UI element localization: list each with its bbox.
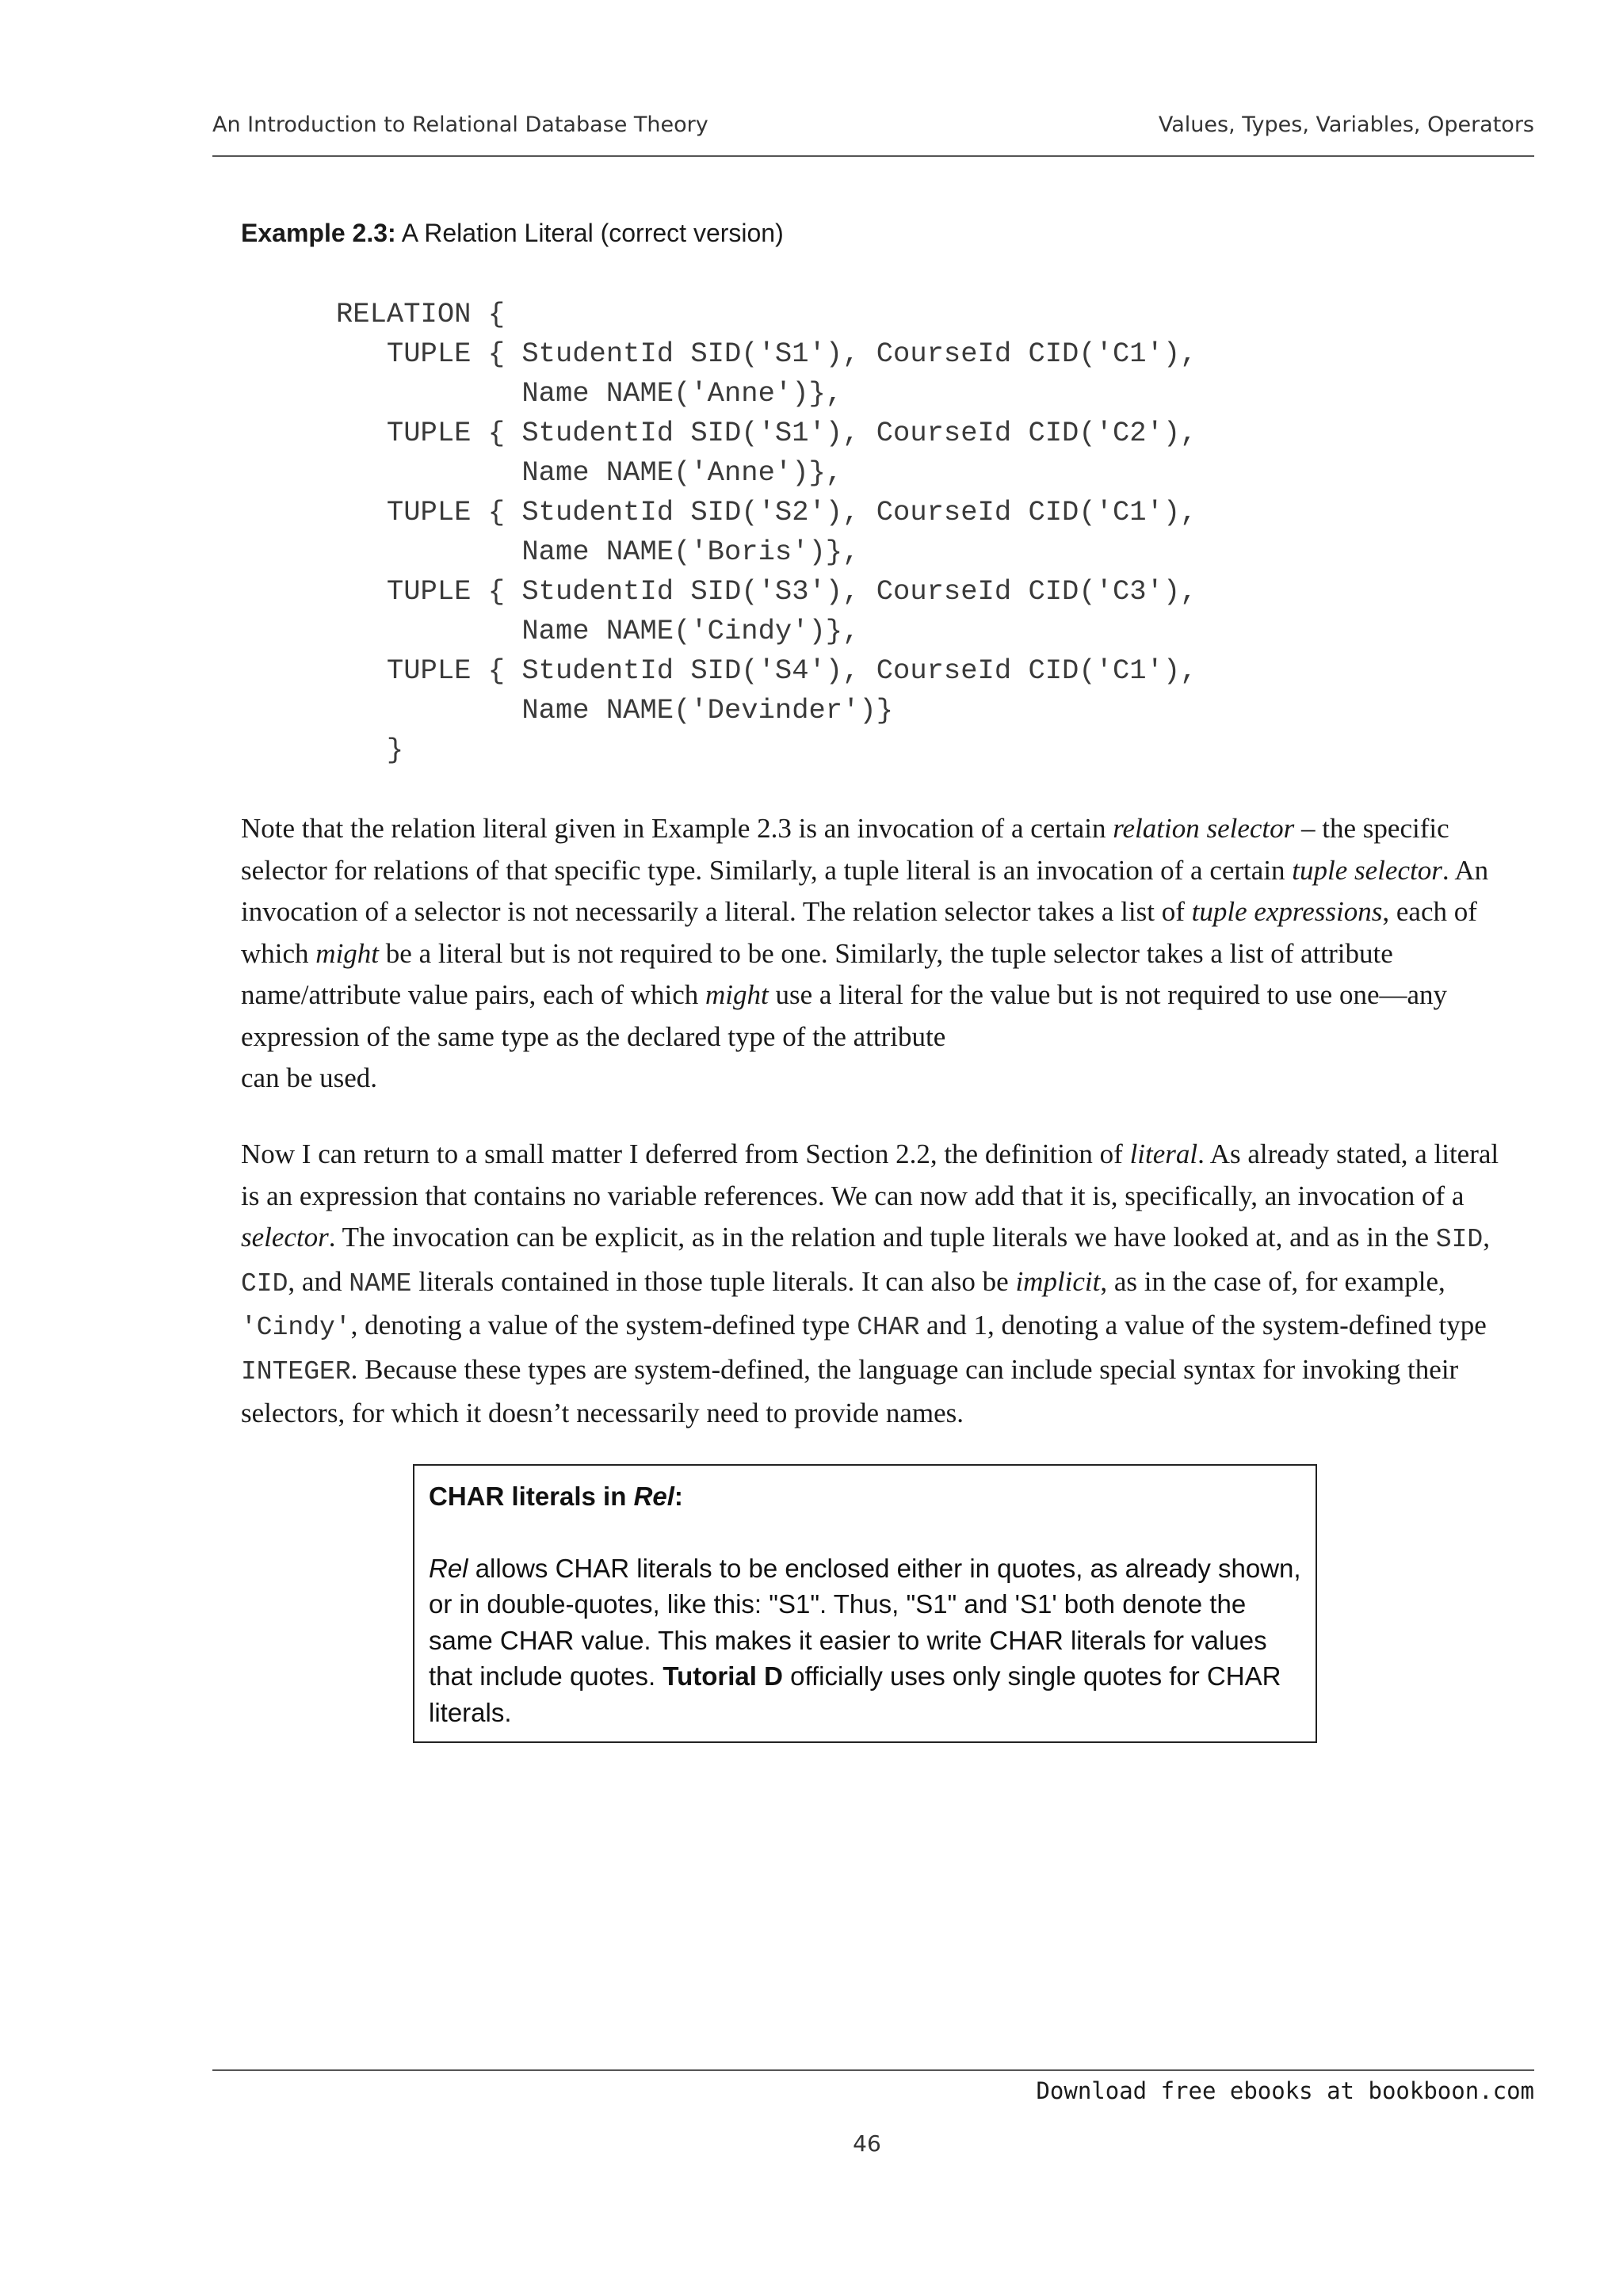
text-run: . As already stated, a literal is an expression that contains no variable references. We can now add that it is, specifically, an invocation of a: [241, 1138, 1499, 1211]
italic-term: selector: [241, 1222, 329, 1253]
code-term: SID: [1435, 1225, 1484, 1254]
code-line: RELATION {: [336, 298, 506, 330]
code-line: TUPLE { StudentId SID('S4'), CourseId CID('C1'),: [336, 654, 1197, 687]
italic-term: tuple selector: [1292, 854, 1442, 886]
text-run: , and: [288, 1265, 349, 1297]
code-line: TUPLE { StudentId SID('S1'), CourseId CID('C2'),: [336, 417, 1197, 449]
text-run: . The invocation can be explicit, as in the relation and tuple literals we have looked at, and as in the: [328, 1222, 1436, 1253]
code-line: Name NAME('Devinder')}: [336, 694, 894, 727]
italic-term: might: [705, 979, 769, 1010]
text-run: , as in the case of, for example,: [1100, 1265, 1445, 1297]
paragraph-literal-definition: [241, 1134, 1509, 1435]
example-title-text: A Relation Literal (correct version): [395, 219, 784, 247]
page-header: [212, 111, 1534, 157]
example-caption: [241, 219, 784, 248]
code-line: Name NAME('Boris')},: [336, 536, 860, 568]
text-run: Note that the relation literal given in Example 2.3 is an invocation of a certain: [241, 813, 1113, 844]
italic-term: Rel: [429, 1553, 468, 1583]
text-run: CHAR literals in: [429, 1482, 634, 1511]
bold-term: Tutorial D: [663, 1661, 783, 1691]
sidebar-body: [429, 1550, 1301, 1731]
code-line: Name NAME('Anne')},: [336, 377, 843, 410]
code-term: CID: [241, 1268, 288, 1299]
char-literals-sidebar: [413, 1464, 1317, 1743]
italic-term: implicit: [1015, 1265, 1101, 1297]
italic-term: tuple expressions: [1191, 896, 1383, 927]
text-run: Now I can return to a small matter I deferred from Section 2.2, the definition of: [241, 1138, 1130, 1169]
code-line: Name NAME('Cindy')},: [336, 615, 860, 647]
text-run: . Because these types are system-defined, the language can include special syntax for invoking their selectors, for which it doesn’t necessarily need to provide names.: [241, 1353, 1459, 1428]
code-line: TUPLE { StudentId SID('S1'), CourseId CID('C1'),: [336, 338, 1197, 370]
italic-term: literal: [1129, 1138, 1198, 1169]
code-term: 'Cindy': [241, 1313, 351, 1342]
download-link[interactable]: Download free ebooks at bookboon.com: [1036, 2077, 1534, 2104]
code-line: }: [336, 734, 404, 766]
text-run: , each of which: [241, 896, 1477, 969]
code-block: [336, 295, 1197, 770]
text-run: . An invocation of a selector is not necessarily a literal. The relation selector takes a list of: [241, 854, 1489, 927]
italic-term: Rel: [633, 1482, 674, 1511]
example-label: Example 2.3:: [241, 219, 396, 247]
text-run: allows CHAR literals to be enclosed either in quotes, as already shown, or in double-quotes, like this: "S1". Thus, "S1" and 'S1' both denote the same CHAR value. This makes it easier to write CHAR literals for values that include quotes.: [429, 1553, 1301, 1691]
book-title: An Introduction to Relational Database Theory: [212, 113, 708, 137]
code-line: Name NAME('Anne')},: [336, 456, 843, 489]
code-term: NAME: [349, 1268, 412, 1299]
code-line: TUPLE { StudentId SID('S3'), CourseId CID('C3'),: [336, 575, 1197, 608]
page-number: 46: [853, 2130, 881, 2157]
footer-divider: [212, 2069, 1534, 2071]
text-run: literals contained in those tuple literals. It can also be: [411, 1265, 1016, 1297]
code-line: TUPLE { StudentId SID('S2'), CourseId CID('C1'),: [336, 496, 1197, 528]
paragraph-selector-note: [241, 808, 1509, 1100]
code-term: INTEGER: [241, 1356, 351, 1386]
text-run: use a literal for the value but is not required to use one—any expression of the same type as the declared type of the attribute: [241, 979, 1448, 1052]
italic-term: relation selector: [1113, 813, 1295, 844]
text-run: , denoting a value of the system-defined type: [350, 1310, 857, 1341]
chapter-title: Values, Types, Variables, Operators: [1158, 113, 1534, 137]
text-run: be a literal but is not required to be one. Similarly, the tuple selector takes a list of attribute name/attribute value pairs, each of which: [241, 937, 1393, 1010]
text-run: – the specific selector for relations of that specific type. Similarly, a tuple literal is an invocation of a certain: [241, 813, 1449, 886]
text-run: and 1, denoting a value of the system-defined type: [919, 1310, 1487, 1341]
sidebar-title: [429, 1478, 1301, 1515]
code-term: CHAR: [857, 1313, 920, 1342]
text-run: ,: [1483, 1222, 1490, 1253]
italic-term: might: [315, 937, 380, 969]
text-run: :: [674, 1482, 683, 1511]
text-run: officially uses only single quotes for CHAR literals.: [429, 1661, 1281, 1727]
text-run: can be used.: [241, 1062, 378, 1093]
